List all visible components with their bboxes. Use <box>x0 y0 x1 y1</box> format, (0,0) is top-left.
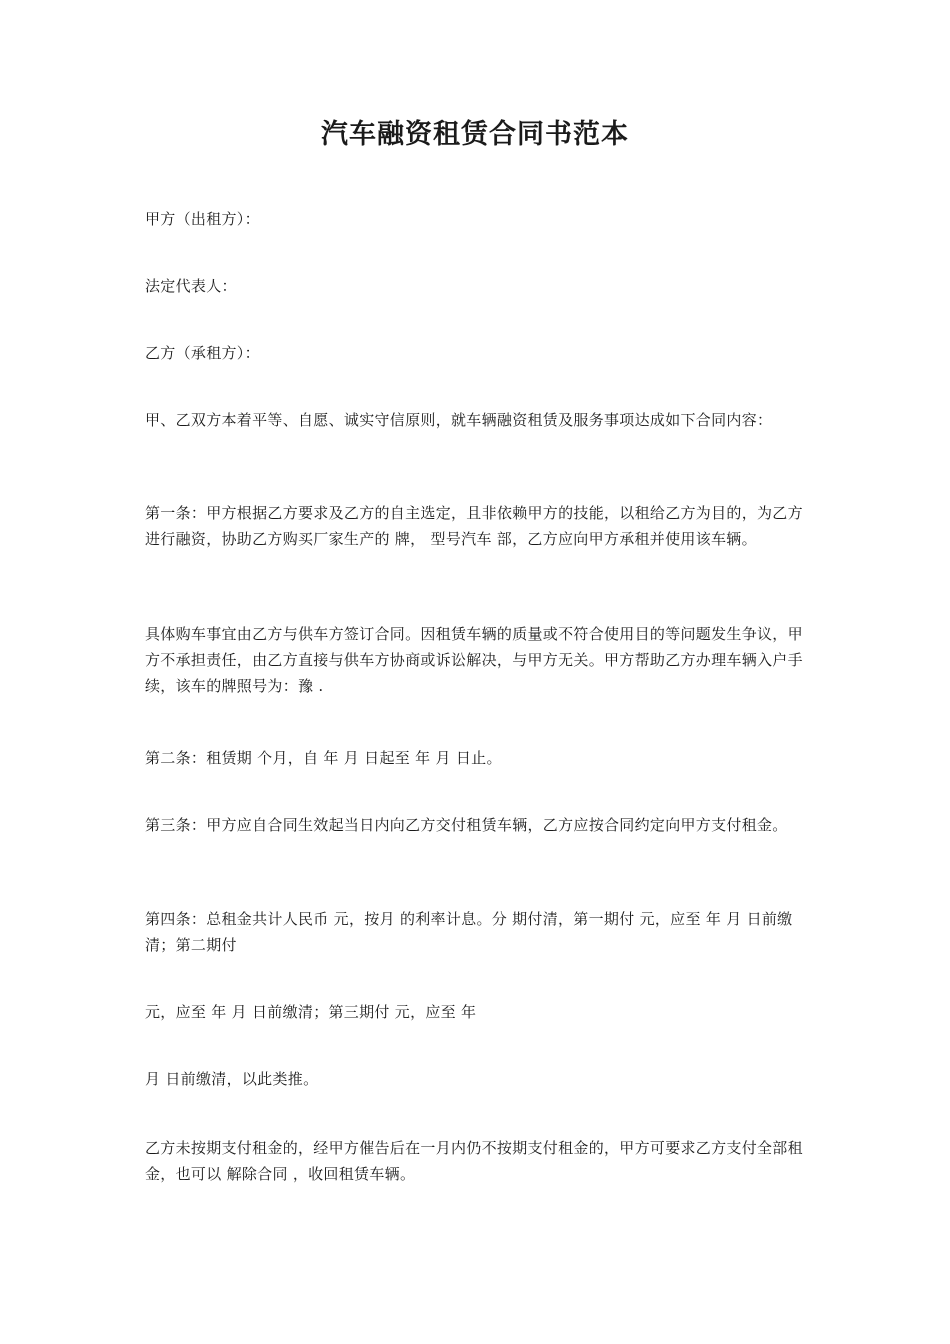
article-4-paragraph: 第四条：总租金共计人民币 元，按月 的利率计息。分 期付清，第一期付 元，应至 年 月 日前缴清；第二期付 <box>145 910 793 954</box>
article-4-continuation: 元，应至 年 月 日前缴清；第三期付 元，应至 年 <box>145 1003 477 1021</box>
article-4-continuation-end: 月 日前缴清，以此类推。 <box>145 1070 319 1088</box>
party-b-line: 乙方（承租方）： <box>145 344 260 362</box>
document-title: 汽车融资租赁合同书范本 <box>321 119 629 150</box>
article-3-paragraph: 第三条：甲方应自合同生效起当日内向乙方交付租赁车辆，乙方应按合同约定向甲方支付租金。 <box>145 816 788 834</box>
intro-paragraph: 甲、乙双方本着平等、自愿、诚实守信原则，就车辆融资租赁及服务事项达成如下合同内容： <box>145 411 773 429</box>
article-4-default-paragraph: 乙方未按期支付租金的，经甲方催告后在一月内仍不按期支付租金的，甲方可要求乙方支付全部租金，也可以 解除合同 ，收回租赁车辆。 <box>145 1139 803 1183</box>
legal-representative-line: 法定代表人： <box>145 277 237 295</box>
article-2-paragraph: 第二条：租赁期 个月，自 年 月 日起至 年 月 日止。 <box>145 749 502 767</box>
article-1-paragraph: 第一条：甲方根据乙方要求及乙方的自主选定，且非依赖甲方的技能，以租给乙方为目的，为乙方进行融资，协助乙方购买厂家生产的 牌， 型号汽车 部，乙方应向甲方承租并使用该车辆。 <box>145 504 803 548</box>
article-1-detail-paragraph: 具体购车事宜由乙方与供车方签订合同。因租赁车辆的质量或不符合使用目的等问题发生争议，甲方不承担责任，由乙方直接与供车方协商或诉讼解决，与甲方无关。甲方帮助乙方办理车辆入户手续，该车的牌照号为：豫 . <box>145 625 803 695</box>
party-a-line: 甲方（出租方）： <box>145 210 260 228</box>
